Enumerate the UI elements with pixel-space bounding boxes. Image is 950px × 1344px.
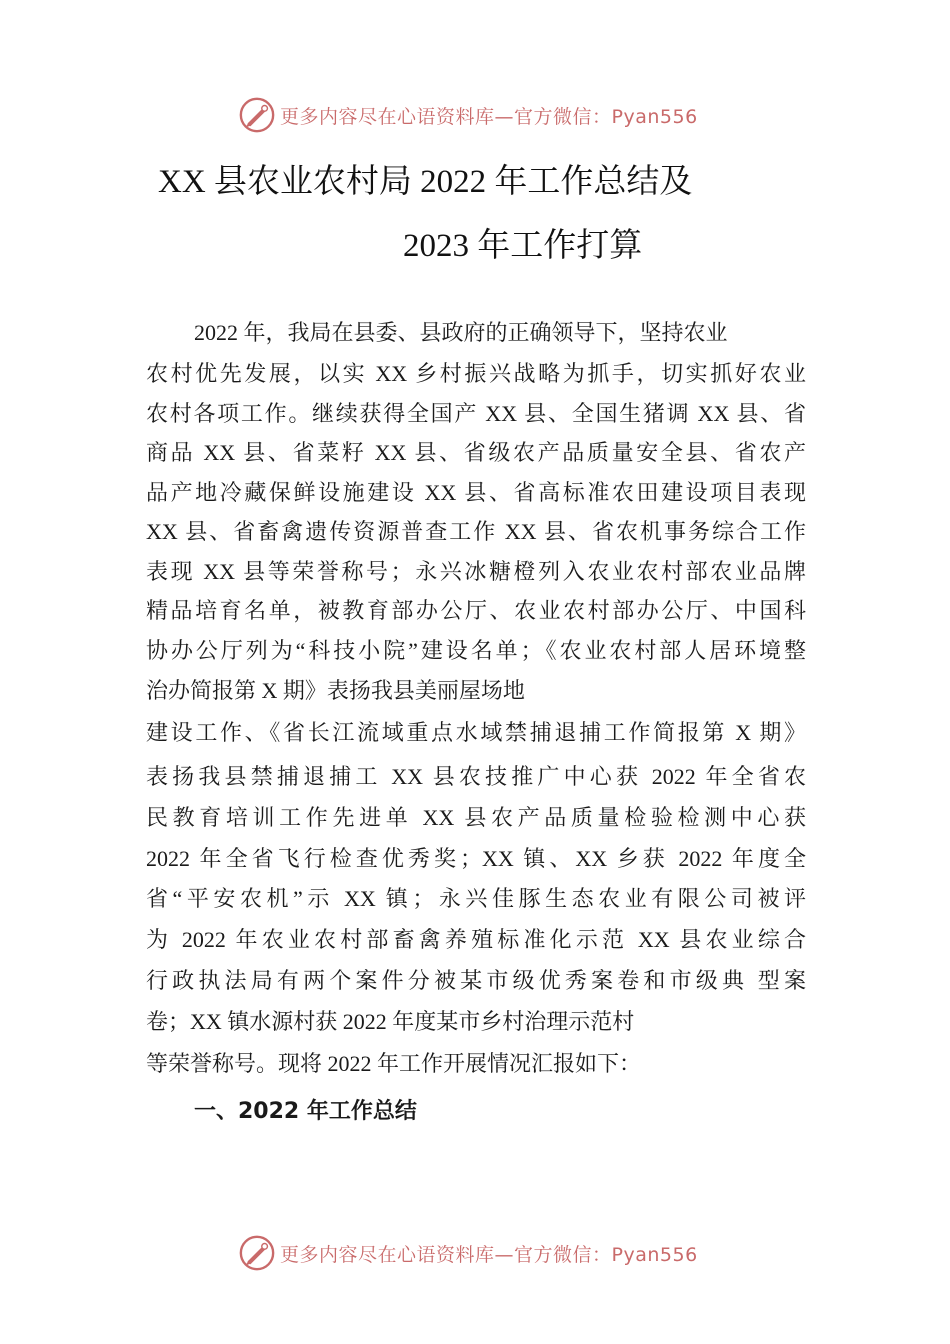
paragraph-line: 行政执法局有两个案件分被某市级优秀案卷和市级典 型案 [146,968,806,993]
paragraph-line: 表现 XX 县等荣誉称号；永兴冰糖橙列入农业农村部农业品牌 [146,559,806,584]
paragraph-line: 为 2022 年农业农村部畜禽养殖标准化示范 XX 县农业综合 [146,927,806,952]
paragraph-line: 民教育培训工作先进单 XX 县农产品质量检验检测中心获 [146,805,806,830]
paragraph-line: 商品 XX 县、省菜籽 XX 县、省级农产品质量安全县、省农产 [146,440,806,465]
paragraph-line: 表扬我县禁捕退捕工 XX 县农技推广中心获 2022 年全省农 [146,764,806,789]
paragraph-line: 等荣誉称号。现将 2022 年工作开展情况汇报如下： [146,1051,642,1076]
paragraph-line: 品产地冷藏保鲜设施建设 XX 县、省高标准农田建设项目表现 [146,480,806,505]
paragraph-line: 卷；XX 镇水源村获 2022 年度某市乡村治理示范村 [146,1009,635,1034]
watermark-text: 更多内容尽在心语资料库—官方微信：Pyan556 [280,1243,698,1266]
paragraph-line: 精品培育名单，被教育部办公厅、农业农村部办公厅、中国科 [146,598,806,623]
paragraph-line: 省“平安农机”示 XX 镇；永兴佳豚生态农业有限公司被评 [146,886,806,911]
paragraph-line: 建设工作、《省长江流域重点水域禁捕退捕工作简报第 X 期》 [146,720,806,745]
paragraph-line: 治办简报第 X 期》表扬我县美丽屋场地 [146,678,525,703]
pen-logo-icon [238,1234,276,1272]
paragraph-line: 协办公厅列为“科技小院”建设名单；《农业农村部人居环境整 [146,638,806,663]
paragraph-line: 2022 年，我局在县委、县政府的正确领导下，坚持农业 [194,320,728,345]
paragraph-line: 农村各项工作。继续获得全国产 XX 县、全国生猪调 XX 县、省 [146,401,806,426]
paragraph-line: 农村优先发展，以实 XX 乡村振兴战略为抓手，切实抓好农业 [146,361,806,386]
paragraph-line: XX 县、省畜禽遗传资源普查工作 XX 县、省农机事务综合工作 [146,519,806,544]
document-title-line-2: 2023 年工作打算 [403,228,643,264]
watermark-text: 更多内容尽在心语资料库—官方微信：Pyan556 [280,105,698,128]
watermark-footer [238,1233,738,1273]
pen-logo-icon [238,96,276,134]
paragraph-line: 2022 年全省飞行检查优秀奖；XX 镇、XX 乡获 2022 年度全 [146,846,806,871]
watermark-header [238,95,738,135]
document-title-line-1: XX 县农业农村局 2022 年工作总结及 [158,164,693,200]
section-heading: 一、2022 年工作总结 [194,1099,417,1124]
